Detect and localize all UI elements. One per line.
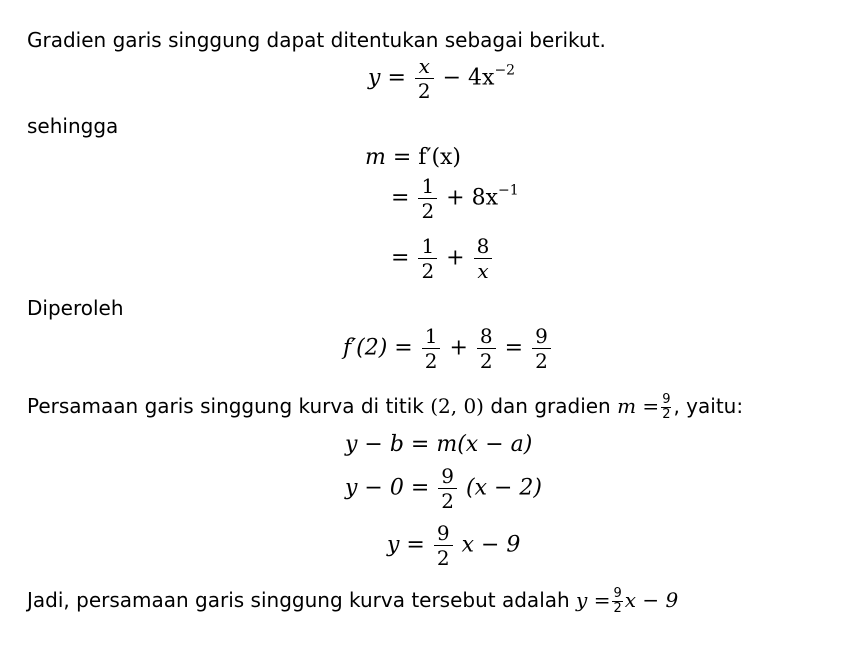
eq2-l3-plus: + [446,245,465,271]
equation-m-line2 [391,174,519,223]
sehingga-text: sehingga [27,114,119,138]
equation-tangent-line3 [387,521,520,570]
eq4-l1: y − b = m(x − a) [345,432,533,457]
eq2-l2-den: 2 [421,199,435,223]
grad-m: m [617,394,637,418]
eq4-l3-num: 9 [436,521,450,545]
eq2-l2-op: = [391,185,410,211]
final-fraction [612,587,622,616]
eq1-den: 2 [417,79,431,103]
persamaan-prefix: Persamaan garis singgung kurva di titik [27,394,424,418]
final-text [27,587,678,616]
eq4-l2-fraction [438,464,457,513]
eq3-d3: 2 [535,349,548,373]
persamaan-mid: dan gradien [490,394,611,418]
final-den: 2 [613,601,622,616]
eq3-n1: 1 [424,324,438,348]
eq3-n2: 8 [479,324,493,348]
eq2-l3-num2: 8 [476,234,490,258]
eq3-fraction2 [477,324,496,373]
eq2-l3-fraction2 [474,234,493,283]
diperoleh-text: Diperoleh [27,296,124,320]
persamaan-suffix: , yaitu: [673,394,744,418]
eq1-exp: −2 [494,62,516,79]
eq2-l3-den2: x [477,259,489,283]
equation-f-prime-2 [343,324,553,373]
eq2-l2-num: 1 [421,174,435,198]
eq3-eq: = [504,335,524,361]
persamaan-text [27,393,743,422]
equation-tangent-line2 [345,464,542,513]
equation-tangent-line1 [345,432,532,457]
eq2-l2-exp: −1 [498,182,519,199]
final-lhs: y = [576,588,611,612]
eq4-l3-rest: x − 9 [461,532,521,558]
grad-eq: = [642,394,660,418]
jadi-prefix: Jadi, persamaan garis singgung kurva tersebut adalah [27,588,570,612]
eq1-rest: − 4x [442,65,495,91]
intro-text: Gradien garis singgung dapat ditentukan sebagai berikut. [27,28,606,52]
eq1-op: = [387,65,406,91]
grad-fraction [661,393,671,422]
eq3-n3: 9 [535,324,548,348]
eq4-l3-lhs: y = [387,532,425,558]
equation-y-definition [368,54,515,103]
persamaan-point: (2, 0) [430,394,484,418]
eq1-lhs: y [368,65,381,91]
eq3-d1: 2 [424,349,438,373]
eq4-l2-num: 9 [441,464,455,488]
eq3-d2: 2 [479,349,493,373]
eq3-fraction1 [422,324,441,373]
eq2-l3-den1: 2 [421,259,435,283]
eq2-l1-rhs: = f′(x) [392,145,462,170]
eq1-num: x [418,54,430,78]
final-num: 9 [613,586,622,601]
eq4-l3-fraction [434,521,453,570]
eq1-fraction [415,54,434,103]
eq4-l3-den: 2 [436,546,450,570]
eq3-fraction3 [532,324,551,373]
eq2-l1-lhs: m [365,145,386,170]
equation-m-line3 [391,234,494,283]
eq4-l2-den: 2 [441,489,455,513]
final-rest: x − 9 [624,588,679,612]
grad-den: 2 [662,407,671,422]
eq2-l2-rest: + 8x [446,185,499,211]
eq2-l2-fraction [418,174,437,223]
eq4-l2-rest: (x − 2) [466,475,543,501]
eq2-l3-fraction1 [418,234,437,283]
grad-num: 9 [662,392,671,407]
eq2-l3-num1: 1 [421,234,435,258]
eq3-lhs: f′(2) = [343,335,413,361]
eq4-l2-lhs: y − 0 = [345,475,430,501]
equation-m-line1 [365,145,461,170]
eq3-plus: + [449,335,468,361]
eq2-l3-op: = [391,245,410,271]
